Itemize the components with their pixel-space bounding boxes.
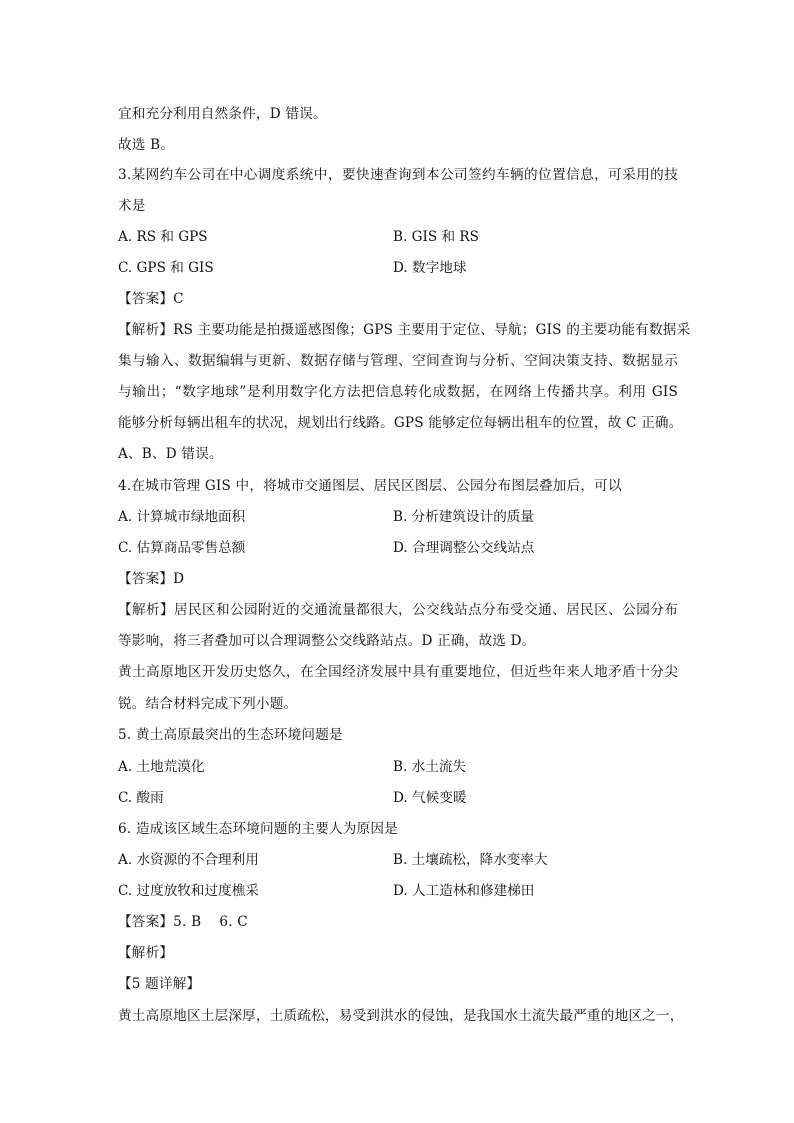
text-line: 故选 B。 <box>118 137 175 153</box>
q5-detail-heading: 【5 题详解】 <box>118 976 201 992</box>
question-5-stem: 5. 黄土高原最突出的生态环境问题是 <box>118 727 343 743</box>
q6-option-b: B. 土壤疏松，降水变率大 <box>393 852 548 868</box>
material-text: 黄土高原地区开发历史悠久，在全国经济发展中具有重要地位，但近些年来人地矛盾十分尖 <box>118 664 678 680</box>
q6-option-a: A. 水资源的不合理利用 <box>118 852 259 868</box>
q6-option-d: D. 人工造林和修建梯田 <box>393 883 535 899</box>
q5-option-a: A. 土地荒漠化 <box>118 759 205 775</box>
q5-6-answer: 【答案】5. B 6. C <box>118 914 248 930</box>
q3-explanation: 能够分析每辆出租车的状况，规划出行线路。GPS 能够定位每辆出租车的位置，故 C 正确。 <box>118 415 683 431</box>
q3-option-b: B. GIS 和 RS <box>393 229 479 245</box>
q5-option-b: B. 水土流失 <box>393 759 467 775</box>
q4-answer: 【答案】D <box>118 571 185 587</box>
q3-explanation: 与输出；“数字地球”是利用数字化方法把信息转化成数据，在网络上传播共享。利用 GIS <box>118 384 678 400</box>
q5-option-c: C. 酸雨 <box>118 790 164 806</box>
text-line: 宜和充分利用自然条件，D 错误。 <box>118 106 327 122</box>
q3-option-a: A. RS 和 GPS <box>118 229 208 245</box>
q4-option-a: A. 计算城市绿地面积 <box>118 509 246 525</box>
q3-explanation: 【解析】RS 主要功能是拍摄遥感图像；GPS 主要用于定位、导航；GIS 的主要功能有数据采 <box>118 322 691 338</box>
q3-answer: 【答案】C <box>118 291 184 307</box>
question-4-stem: 4.在城市管理 GIS 中，将城市交通图层、居民区图层、公园分布图层叠加后，可以 <box>118 478 622 494</box>
q4-explanation: 等影响，将三者叠加可以合理调整公交线路站点。D 正确，故选 D。 <box>118 633 536 649</box>
question-3-stem-cont: 术是 <box>118 198 146 214</box>
q6-option-c: C. 过度放牧和过度樵采 <box>118 883 259 899</box>
q5-6-explanation-heading: 【解析】 <box>118 945 174 961</box>
q3-explanation: 集与输入、数据编辑与更新、数据存储与管理、空间查询与分析、空间决策支持、数据显示 <box>118 353 678 369</box>
q5-option-d: D. 气候变暖 <box>393 790 467 806</box>
question-6-stem: 6. 造成该区域生态环境问题的主要人为原因是 <box>118 821 398 837</box>
material-text: 锐。结合材料完成下列小题。 <box>118 696 298 712</box>
q3-option-d: D. 数字地球 <box>393 260 467 276</box>
q5-detail-text: 黄土高原地区土层深厚，土质疏松，易受到洪水的侵蚀，是我国水土流失最严重的地区之一， <box>118 1008 684 1024</box>
q3-explanation: A、B、D 错误。 <box>118 446 223 462</box>
q4-option-b: B. 分析建筑设计的质量 <box>393 509 534 525</box>
q4-option-c: C. 估算商品零售总额 <box>118 540 246 556</box>
q4-explanation: 【解析】居民区和公园附近的交通流量都很大，公交线站点分布受交通、居民区、公园分布 <box>118 602 678 618</box>
q3-option-c: C. GPS 和 GIS <box>118 260 214 276</box>
q4-option-d: D. 合理调整公交线站点 <box>393 540 535 556</box>
question-3-stem: 3.某网约车公司在中心调度系统中，要快速查询到本公司签约车辆的位置信息，可采用的技 <box>118 167 678 183</box>
